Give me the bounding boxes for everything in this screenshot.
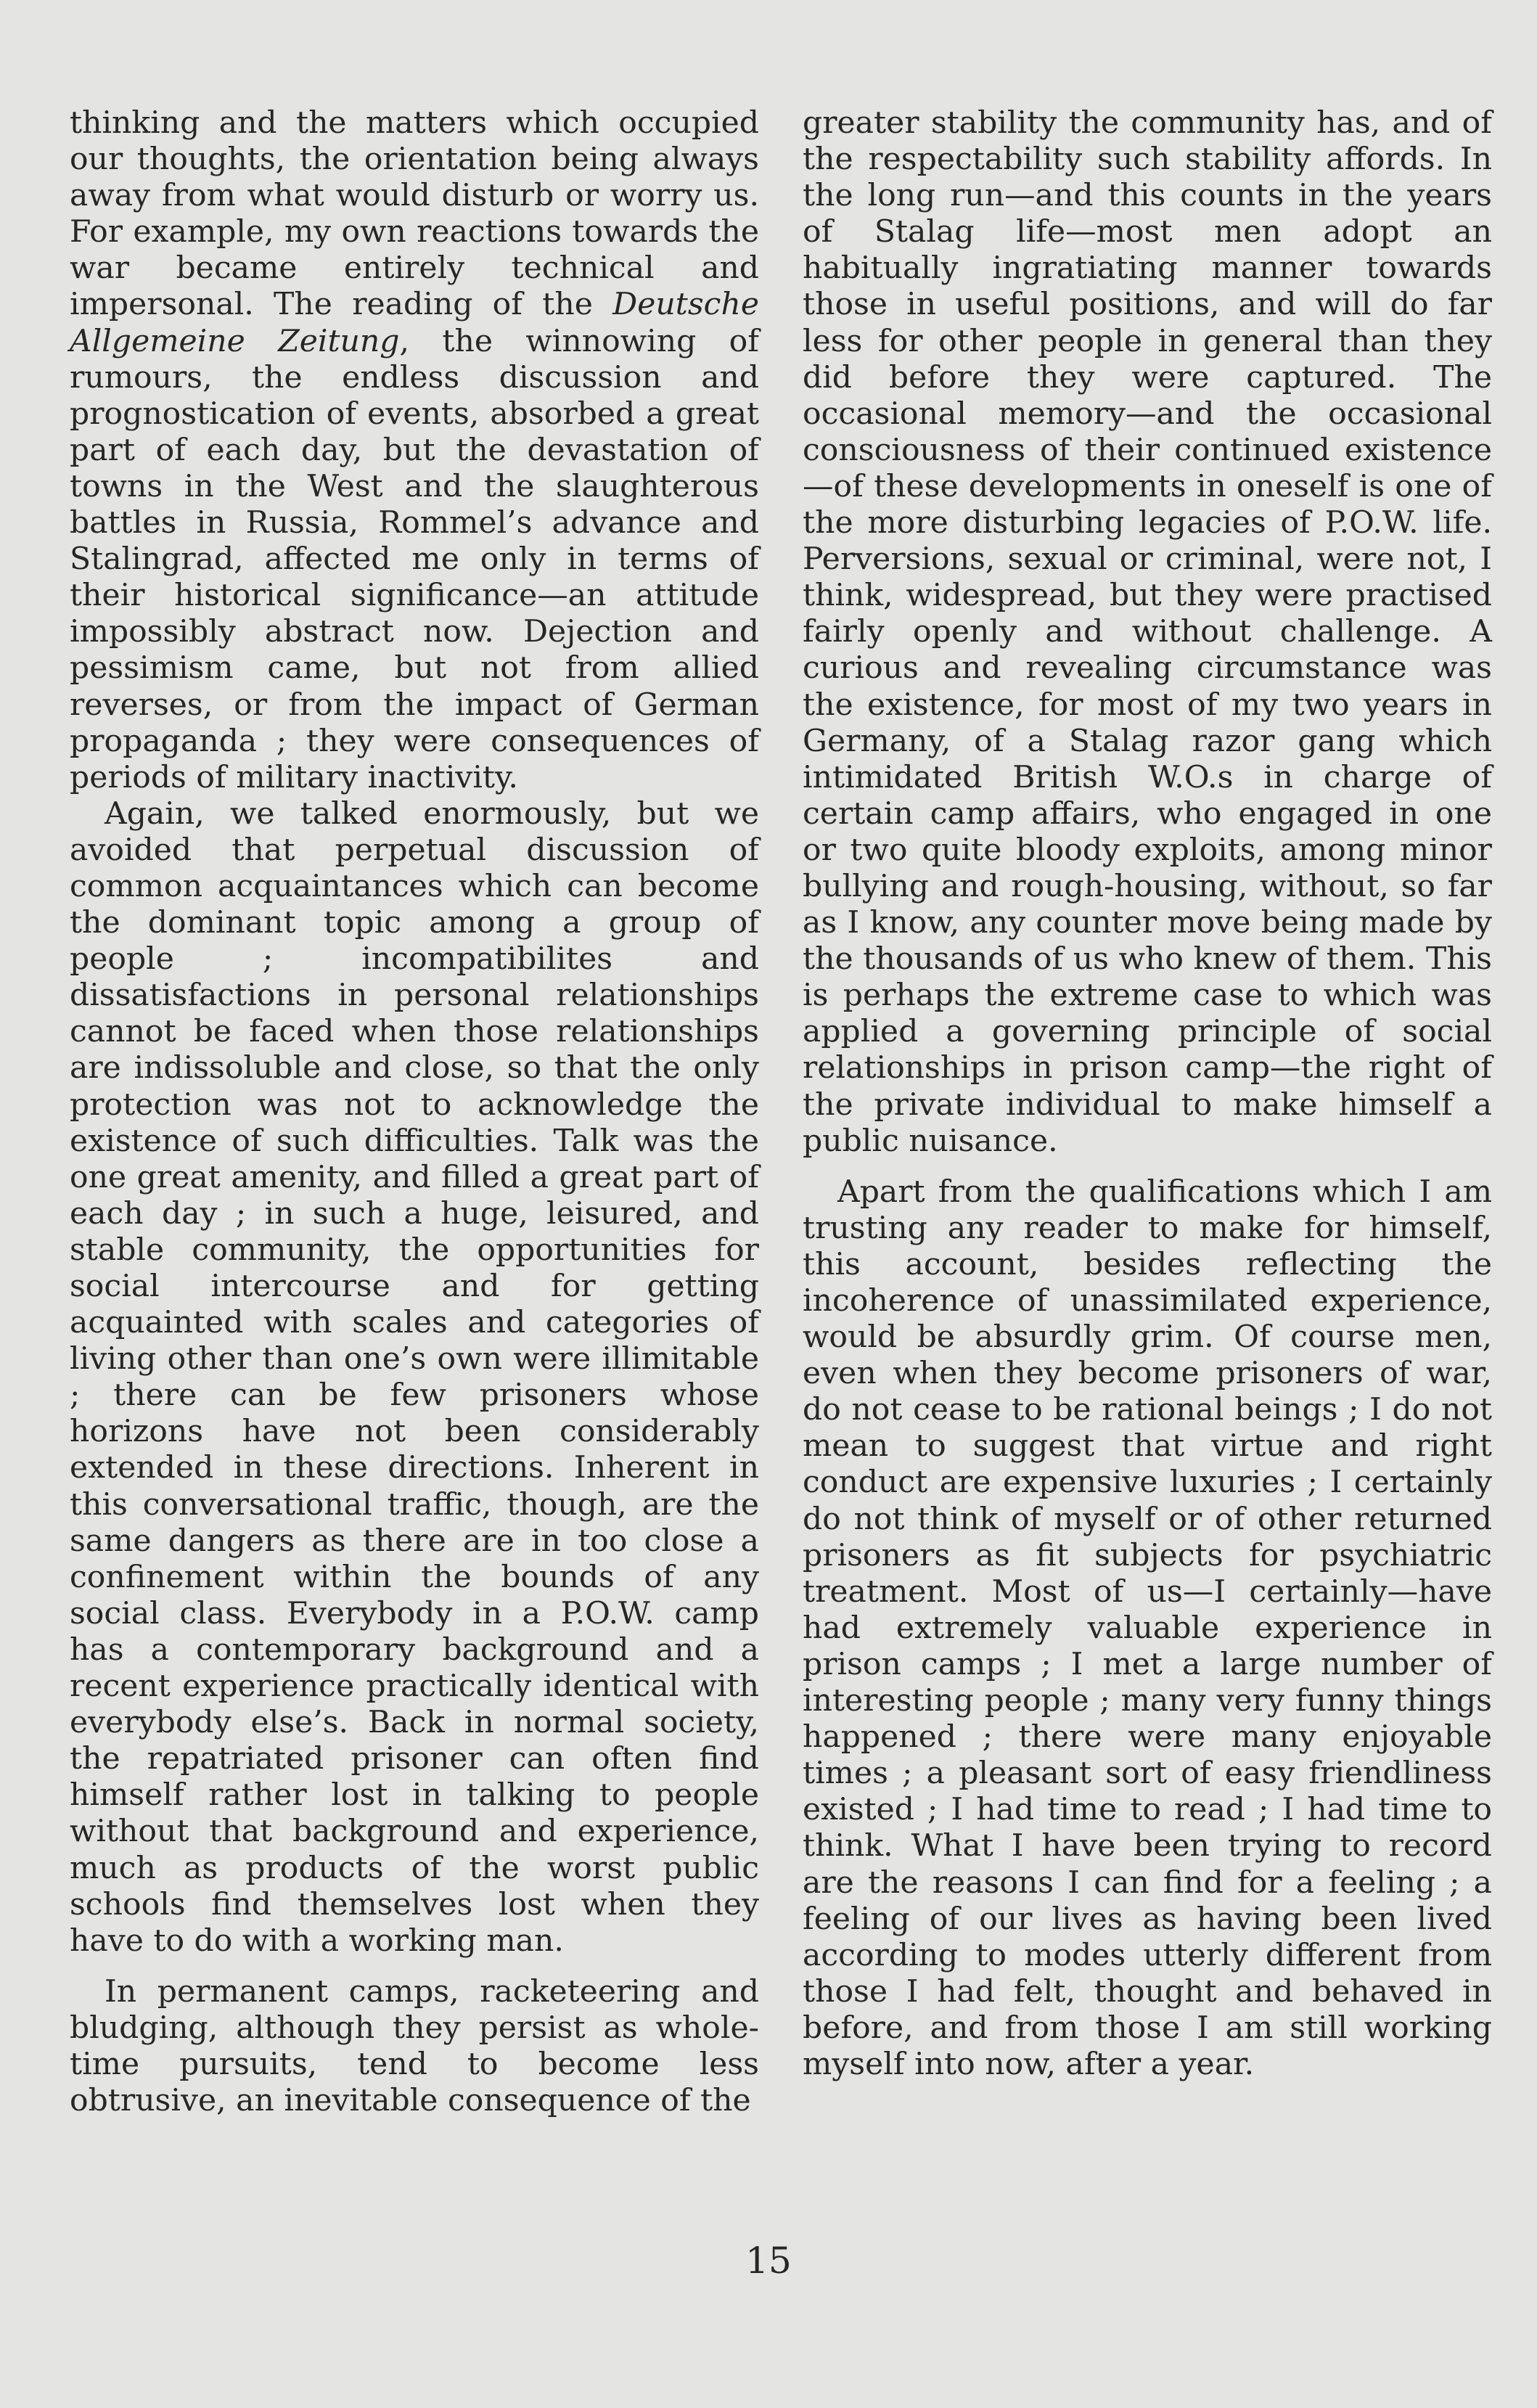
left-paragraph-3: In permanent camps, racketeering and bludging, although they persist as whole-time pursuits, tend to become less obtrusive, an inevitable consequence of the — [70, 1973, 759, 2119]
left-column — [70, 105, 759, 2119]
right-paragraph-1: greater stability the community has, and of the respectability such stability affords. In the long run—and this counts in the years of Stalag life—most men adopt an habitually ingratiating manner towards those in useful positions, and will do far less for other people in general than they did before they were captured. The occasional memory—and the occasional consciousness of their continued existence—of these developments in oneself is one of the more disturbing legacies of P.O.W. life. Perversions, sexual or criminal, were not, I think, widespread, but they were practised fairly openly and without challenge. A curious and revealing circumstance was the existence, for most of my two years in Germany, of a Stalag razor gang which intimidated British W.O.s in charge of certain camp affairs, who engaged in one or two quite bloody exploits, among minor bullying and rough-housing, without, so far as I know, any counter move being made by the thousands of us who knew of them. This is perhaps the extreme case to which was applied a governing principle of social relationships in prison camp—the right of the private individual to make himself a public nuisance. — [803, 105, 1492, 1159]
left-paragraph-2: Again, we talked enormously, but we avoided that perpetual discussion of common acquaintances which can become the dominant topic among a group of people ; incompatibilites and dissatisfactions in personal relationships cannot be faced when those relationships are indissoluble and close, so that the only protection was not to acknowledge the existence of such difficulties. Talk was the one great amenity, and filled a great part of each day ; in such a huge, leisured, and stable community, the opportunities for social intercourse and for getting acquainted with scales and categories of living other than one’s own were illimitable ; there can be few prisoners whose horizons have not been considerably extended in these directions. Inherent in this conversational traffic, though, are the same dangers as there are in too close a confinement within the bounds of any social class. Everybody in a P.O.W. camp has a contemporary background and a recent experience practically identical with everybody else’s. Back in normal society, the repatriated prisoner can often find himself rather lost in talking to people without that background and experience, much as products of the worst public schools find themselves lost when they have to do with a working man. — [70, 795, 759, 1959]
left-paragraph-1-text-b: , the winnowing of rumours, the endless discussion and prognostication of events, absorbed a great part of each day, but the devastation of towns in the West and the slaughterous battles in Russia, Rommel’s advance and Stalingrad, affected me only in terms of their historical significance—an attitude impossibly abstract now. Dejection and pessimism came, but not from allied reverses, or from the impact of German propaganda ; they were consequences of periods of military inactivity. — [70, 323, 759, 795]
right-paragraph-2: Apart from the qualifications which I am trusting any reader to make for himself, this account, besides reflecting the incoherence of unassimilated experience, would be absurdly grim. Of course men, even when they become prisoners of war, do not cease to be rational beings ; I do not mean to suggest that virtue and right conduct are expensive luxuries ; I certainly do not think of myself or of other returned prisoners as fit subjects for psychiatric treatment. Most of us—I certainly—have had extremely valuable experience in prison camps ; I met a large number of interesting people ; many very funny things happened ; there were many enjoyable times ; a pleasant sort of easy friendliness existed ; I had time to read ; I had time to think. What I have been trying to record are the reasons I can find for a feeling ; a feeling of our lives as having been lived according to modes utterly different from those I had felt, thought and behaved in before, and from those I am still working myself into now, after a year. — [803, 1174, 1492, 2082]
right-column — [803, 105, 1492, 2083]
newspaper-title: Deutsche Allgemeine Zeitung — [70, 287, 759, 359]
page-number: 15 — [745, 2240, 792, 2282]
left-paragraph-1 — [70, 105, 759, 796]
left-paragraph-1-text-a: thinking and the matters which occupied our thoughts, the orientation being always away from what would disturb or worry us. For example, my own reactions towards the war became entirely technical and impersonal. The reading of the — [70, 105, 759, 323]
